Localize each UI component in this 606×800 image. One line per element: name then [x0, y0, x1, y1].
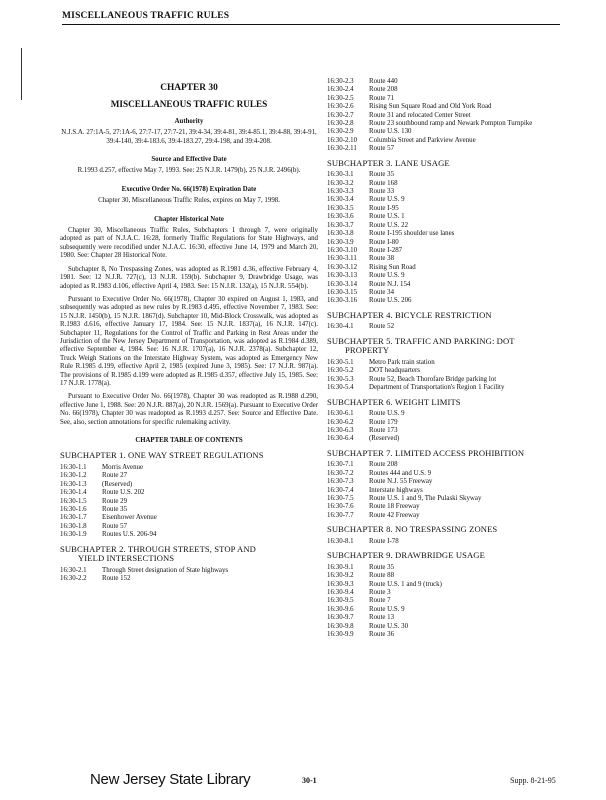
section-number: 16:30-2.3: [327, 78, 354, 85]
section-number: 16:30-3.9: [327, 238, 354, 246]
section-number: 16:30-9.3: [327, 580, 354, 588]
section-number: 16:30-2.8: [327, 120, 354, 128]
section-title: Route 52, Beach Thorofare Bridge parking lot: [369, 375, 497, 383]
section-title: Route U.S. 206: [369, 297, 412, 305]
section-title: Metro Park train station: [369, 358, 435, 366]
toc-entry: [327, 606, 565, 614]
section-title: Route U.S. 1: [369, 213, 405, 221]
toc-entry: [327, 384, 565, 392]
section-number: 16:30-3.15: [327, 288, 358, 296]
subchapter-title: SUBCHAPTER 8. NO TRESPASSING ZONES: [327, 524, 498, 535]
section-title: Route 152: [102, 575, 131, 583]
section-number: 16:30-3.6: [327, 213, 354, 221]
section-title: Route U.S. 9: [369, 410, 405, 418]
toc-entry: [327, 103, 565, 111]
section-number: 16:30-9.4: [327, 589, 354, 597]
section-number: 16:30-2.9: [327, 128, 354, 136]
toc-entry: [327, 427, 565, 435]
history-paragraph: Pursuant to Executive Order No. 66(1978), Chapter 30 was readopted as R.1988 d.290, effective June 1, 1988. See: 20 N.J.R. 887(a), 20 N.J.R. 1569(a). Pursuant to Executive Order No. 66(1978), Chapter 30 was readopted as R.1993 d.257. See: Source and Effective Date. See, also, section annotations for specific rulemaking activity.: [60, 393, 318, 426]
section-title: Rising Sun Square Road and Old York Road: [369, 103, 492, 111]
toc-entry: [327, 589, 565, 597]
toc-entry: [327, 272, 565, 280]
section-title: Department of Transportation's Region 1 Facility: [369, 384, 505, 392]
section-title: Route I-287: [369, 246, 403, 254]
section-number: 16:30-3.5: [327, 204, 354, 212]
toc-entry: [60, 489, 318, 497]
toc-entry: [327, 213, 565, 221]
library-stamp: New Jersey State Library: [90, 771, 251, 788]
toc-entry: [327, 230, 565, 238]
toc-entry: [327, 188, 565, 196]
toc-entry: [327, 614, 565, 622]
section-title: Eisenhower Avenue: [102, 514, 157, 522]
section-title: Route I-95: [369, 204, 399, 212]
toc-entry: [60, 523, 318, 531]
subchapter-heading: [327, 449, 565, 459]
section-number: 16:30-7.4: [327, 486, 354, 494]
authority-heading: Authority: [174, 117, 204, 125]
section-number: 16:30-6.4: [327, 435, 354, 443]
toc-entry: [327, 171, 565, 179]
section-title: Route 88: [369, 572, 395, 580]
toc-entry: [327, 239, 565, 247]
section-title: Route I-195 shoulder use lanes: [369, 230, 455, 238]
toc-entry: [60, 567, 318, 575]
subchapter-2-continued: [327, 78, 565, 154]
toc-entry: [327, 581, 565, 589]
section-number: 16:30-3.1: [327, 171, 354, 179]
right-toc: [327, 159, 565, 640]
toc-entry: [60, 514, 318, 522]
section-title: Morris Avenue: [102, 464, 144, 471]
section-number: 16:30-1.6: [60, 506, 87, 514]
toc-entry: [327, 367, 565, 375]
section-title: Route 23 southbound ramp and Newark Pompton Turnpike: [369, 120, 533, 128]
section-title: Route U.S. 9: [369, 272, 405, 280]
section-title: Route 57: [102, 522, 128, 530]
toc-entry: [327, 419, 565, 427]
subchapter-title: SUBCHAPTER 2. THROUGH STREETS, STOP AND: [60, 543, 256, 554]
section-title: Route U.S. 1 and 9 (truck): [369, 580, 442, 588]
toc-entry: [60, 506, 318, 514]
subchapter-title: SUBCHAPTER 1. ONE WAY STREET REGULATIONS: [60, 450, 264, 461]
section-title: Route 7: [369, 597, 391, 605]
right-column: [327, 78, 565, 639]
source-heading: Source and Effective Date: [151, 156, 227, 164]
toc-entry: [327, 95, 565, 103]
section-title: Route 31 and relocated Center Street: [369, 111, 471, 119]
section-number: 16:30-3.16: [327, 297, 358, 305]
subchapter-title: SUBCHAPTER 5. TRAFFIC AND PARKING: DOT: [327, 335, 515, 346]
toc-entry: [60, 531, 318, 539]
section-number: 16:30-1.1: [60, 464, 87, 471]
toc-entry: [327, 487, 565, 495]
toc-entry: [327, 137, 565, 145]
eo-heading: Executive Order No. 66(1978) Expiration Date: [121, 185, 257, 193]
history-paragraph: Subchapter 8, No Trespassing Zones, was adopted as R.1981 d.36, effective February 4, 1981. See: 12 N.J.R. 727(c), 13 N.J.R. 159(b). Subchapter 9, Drawbridge Usage, was adopted as R.1983 d.106, effective April 4, 1983. See: 15 N.J.R. 132(a), 15 N.J.R. 554(b).: [60, 265, 318, 290]
revision-bar: [21, 48, 22, 100]
section-number: 16:30-1.2: [60, 472, 87, 480]
section-number: 16:30-3.12: [327, 263, 358, 271]
toc-entry: [327, 255, 565, 263]
section-number: 16:30-7.2: [327, 469, 354, 477]
section-number: 16:30-7.1: [327, 461, 354, 469]
subchapter-title: SUBCHAPTER 6. WEIGHT LIMITS: [327, 396, 461, 407]
toc-entry: [327, 205, 565, 213]
toc-entry: [327, 247, 565, 255]
section-number: 16:30-3.2: [327, 179, 354, 187]
section-number: 16:30-1.3: [60, 480, 87, 488]
subchapter-heading: [327, 551, 565, 561]
subchapter-heading: [60, 545, 318, 564]
supplement-date: Supp. 8-21-95: [510, 776, 556, 785]
section-number: 16:30-9.8: [327, 622, 354, 630]
toc-entry: [327, 86, 565, 94]
subchapter-title: SUBCHAPTER 4. BICYCLE RESTRICTION: [327, 309, 492, 320]
section-number: 16:30-9.6: [327, 605, 354, 613]
section-title: Route 71: [369, 94, 395, 102]
toc-entry: [327, 222, 565, 230]
section-title: Route 57: [369, 145, 395, 153]
section-number: 16:30-5.3: [327, 375, 354, 383]
toc-entry: [327, 297, 565, 305]
section-title: Route U.S. 9: [369, 605, 405, 613]
section-title: Through Street designation of State highways: [102, 566, 229, 574]
toc-entry: [327, 128, 565, 136]
section-number: 16:30-6.2: [327, 418, 354, 426]
section-number: 16:30-1.8: [60, 522, 87, 530]
section-number: 16:30-1.7: [60, 514, 87, 522]
section-title: Route 42 Freeway: [369, 511, 420, 519]
toc-entry: [327, 572, 565, 580]
section-title: Route 3: [369, 589, 391, 597]
section-title: Route 35: [369, 171, 395, 179]
source-text: R.1993 d.257, effective May 7, 1993. See: 25 N.J.R. 1479(b), 25 N.J.R. 2496(b).: [77, 167, 301, 175]
section-number: 16:30-3.7: [327, 221, 354, 229]
section-number: 16:30-3.3: [327, 188, 354, 196]
toc-entry: [327, 264, 565, 272]
toc-entry: [60, 575, 318, 583]
section-number: 16:30-2.4: [327, 86, 354, 94]
section-title: Route 38: [369, 255, 395, 263]
section-number: 16:30-3.8: [327, 230, 354, 238]
section-number: 16:30-2.10: [327, 136, 358, 144]
section-number: 16:30-9.2: [327, 572, 354, 580]
section-title: Route I-80: [369, 238, 399, 246]
toc-entry: [60, 464, 318, 472]
section-number: 16:30-5.2: [327, 367, 354, 375]
section-title: Route U.S. 9: [369, 196, 405, 204]
section-title: Route 29: [102, 497, 128, 505]
toc-entry: [327, 112, 565, 120]
section-title: Route U.S. 22: [369, 221, 409, 229]
subchapter-title: SUBCHAPTER 3. LANE USAGE: [327, 157, 450, 168]
toc-entry: [327, 78, 565, 86]
toc-entry: [327, 503, 565, 511]
subchapter-heading: [327, 525, 565, 535]
section-number: 16:30-3.13: [327, 272, 358, 280]
toc-entry: [327, 196, 565, 204]
toc-entry: [327, 470, 565, 478]
section-number: 16:30-8.1: [327, 537, 354, 545]
section-number: 16:30-1.4: [60, 489, 87, 497]
toc-entry: [327, 289, 565, 297]
section-number: 16:30-2.11: [327, 145, 357, 153]
section-number: 16:30-1.9: [60, 531, 87, 539]
toc-entry: [327, 478, 565, 486]
section-number: 16:30-4.1: [327, 323, 354, 331]
section-number: 16:30-9.7: [327, 614, 354, 622]
section-title: Routes U.S. 206-94: [102, 531, 157, 539]
toc-entry: [60, 498, 318, 506]
section-title: Interstate highways: [369, 486, 423, 494]
section-number: 16:30-6.3: [327, 426, 354, 434]
section-title: Route 35: [369, 563, 395, 571]
section-title: Route 168: [369, 179, 398, 187]
section-title: Route 208: [369, 461, 398, 469]
section-title: Route 36: [369, 631, 395, 639]
toc-entry: [327, 597, 565, 605]
section-title: Route 34: [369, 288, 395, 296]
chapter-title: MISCELLANEOUS TRAFFIC RULES: [110, 99, 268, 110]
subchapter-heading: [327, 159, 565, 169]
toc-entry: [327, 435, 565, 443]
toc-entry: [327, 512, 565, 520]
subchapter-title: SUBCHAPTER 9. DRAWBRIDGE USAGE: [327, 550, 485, 561]
toc-entry: [60, 481, 318, 489]
toc-entry: [327, 323, 565, 331]
subchapter-heading: [327, 337, 565, 356]
toc-entry: [327, 538, 565, 546]
section-title: Routes 444 and U.S. 9: [369, 469, 432, 477]
toc-entry: [327, 623, 565, 631]
toc-entry: [327, 376, 565, 384]
subchapter-heading: [60, 451, 318, 461]
section-title: Columbia Street and Parkview Avenue: [369, 136, 476, 144]
toc-entry: [327, 495, 565, 503]
section-title: Route 208: [369, 86, 398, 94]
section-number: 16:30-7.6: [327, 503, 354, 511]
page-number: 30-1: [302, 776, 317, 785]
section-number: 16:30-9.1: [327, 563, 354, 571]
section-title: Route I-78: [369, 537, 399, 545]
toc-entry: [327, 145, 565, 153]
section-title: Route 52: [369, 323, 395, 331]
history-heading: Chapter Historical Note: [154, 215, 224, 223]
section-title: Route N.J. 55 Freeway: [369, 478, 433, 486]
toc-entry: [327, 461, 565, 469]
subchapter-title-cont: YIELD INTERSECTIONS: [78, 553, 175, 564]
toc-entry: [327, 359, 565, 367]
section-title: Route U.S. 1 and 9, The Pulaski Skyway: [369, 495, 482, 502]
subchapter-title: SUBCHAPTER 7. LIMITED ACCESS PROHIBITION: [327, 447, 525, 458]
toc-entry: [327, 564, 565, 572]
section-title: (Reserved): [369, 435, 400, 443]
section-number: 16:30-3.14: [327, 280, 358, 288]
chapter-number: CHAPTER 30: [160, 83, 218, 93]
section-number: 16:30-9.5: [327, 597, 354, 605]
section-title: Route N.J. 154: [369, 280, 411, 288]
section-number: 16:30-3.10: [327, 246, 358, 254]
section-number: 16:30-5.4: [327, 384, 354, 392]
history-notes: [60, 227, 318, 427]
left-toc: [60, 451, 318, 583]
section-title: Route 179: [369, 418, 398, 426]
section-title: Route U.S. 202: [102, 489, 145, 497]
section-title: Route U.S. 30: [369, 622, 409, 630]
left-column: [60, 80, 318, 584]
section-number: 16:30-2.1: [60, 566, 87, 574]
section-number: 16:30-9.9: [327, 631, 354, 639]
toc-entry: [327, 180, 565, 188]
section-title: Route 33: [369, 188, 395, 196]
section-number: 16:30-1.5: [60, 497, 87, 505]
toc-heading: CHAPTER TABLE OF CONTENTS: [135, 437, 243, 444]
section-number: 16:30-3.11: [327, 255, 357, 263]
section-number: 16:30-2.2: [60, 575, 87, 583]
section-title: Route 440: [369, 78, 398, 85]
history-paragraph: Chapter 30, Miscellaneous Traffic Rules, Subchapters 1 through 7, were originally adopted as part of N.J.A.C. 16:28, formerly Traffic Regulations for State Highways, and subsequently were recodified under N.J.A.C. 16:30, effective June 14, 1979 and March 20, 1980. See: Chapter 28 Historical Note.: [60, 227, 318, 260]
section-title: Route 18 Freeway: [369, 503, 420, 511]
section-title: Route 35: [102, 506, 128, 514]
section-number: 16:30-6.1: [327, 410, 354, 418]
section-title: Route 13: [369, 614, 395, 622]
running-header: MISCELLANEOUS TRAFFIC RULES: [62, 11, 560, 25]
history-paragraph: Pursuant to Executive Order No. 66(1978), Chapter 30 expired on August 1, 1983, and subsequently was adopted as new rules by R.1983 d.495, effective November 7, 1983. See: 15 N.J.R. 1450(b), 15 N.J.R. 1867(d). Subchapter 10, Mid-Block Crosswalk, was adopted as R.1983 d.616, effective January 17, 1984. See: 15 N.J.R. 1837(a), 16 N.J.R. 147(c). Subchapter 11, Regulations for the Control of Traffic and Parking in Rest Areas under the Jurisdiction of the New Jersey Department of Transportation, was adopted as R.1984 d.389, effective September 4, 1984. See: 16 N.J.R. 1707(a), 16 N.J.R. 2378(a). Subchapter 12, Truck Weigh Stations on the Interstate Highway System, was adopted as Emergency New Rule R.1985 d.199, effective April 2, 1985 (expired June 3, 1985). See: 17 N.J.R. 987(a). The provisions of R.1985 d.199 were adopted as R.1985 d.357, effective July 15, 1985. See: 17 N.J.R. 1778(a).: [60, 295, 318, 387]
section-number: 16:30-2.5: [327, 94, 354, 102]
section-title: Rising Sun Road: [369, 263, 416, 271]
toc-entry: [327, 410, 565, 418]
toc-entry: [327, 631, 565, 639]
section-number: 16:30-5.1: [327, 358, 354, 366]
toc-entry: [327, 281, 565, 289]
section-number: 16:30-3.4: [327, 196, 354, 204]
section-number: 16:30-7.5: [327, 495, 354, 502]
section-title: Route U.S. 130: [369, 128, 412, 136]
subchapter-heading: [327, 398, 565, 408]
section-title: DOT headquarters: [369, 367, 420, 375]
section-title: (Reserved): [102, 480, 133, 488]
section-title: Route 27: [102, 472, 128, 480]
toc-entry: [60, 472, 318, 480]
section-title: Route 173: [369, 426, 398, 434]
subchapter-heading: [327, 311, 565, 321]
section-number: 16:30-7.7: [327, 511, 354, 519]
subchapter-title-cont: PROPERTY: [345, 345, 390, 356]
toc-entry: [327, 120, 565, 128]
section-number: 16:30-2.7: [327, 111, 354, 119]
section-number: 16:30-2.6: [327, 103, 354, 111]
authority-text: N.J.S.A. 27:1A-5, 27:1A-6, 27:7-17, 27:7-21, 39:4-34, 39:4-81, 39:4-85.1, 39:4-88, 39:4-91, 39:4-140, 39:4-183.6, 39:4-183.27, 29:4-198, and 39:4-208.: [61, 129, 317, 145]
eo-text: Chapter 30, Miscellaneous Traffic Rules, expires on May 7, 1998.: [98, 197, 280, 205]
section-number: 16:30-7.3: [327, 478, 354, 486]
